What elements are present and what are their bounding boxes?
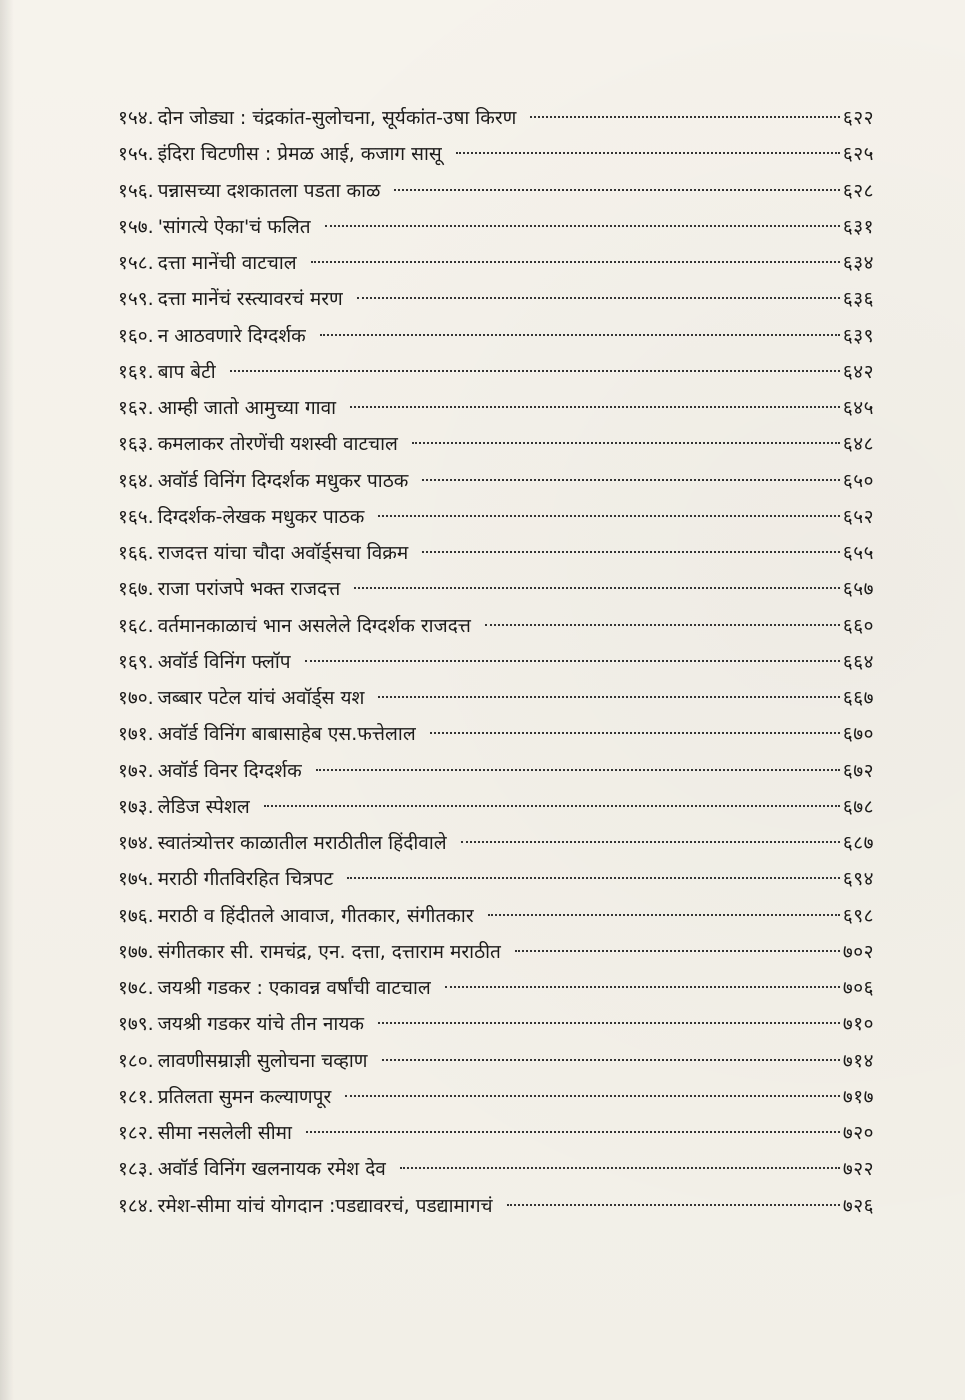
- entry-number: १८०.: [118, 1049, 154, 1072]
- entry-number: १७५.: [118, 868, 154, 891]
- entry-title: वर्तमानकाळाचं भान असलेले दिग्दर्शक राजदत्त: [157, 614, 471, 637]
- dot-leader: [382, 1059, 840, 1061]
- entry-page-number: ६४८: [842, 433, 874, 456]
- dot-leader: [354, 587, 840, 589]
- entry-number: १७२.: [118, 759, 154, 782]
- entry-title: दिग्दर्शक-लेखक मधुकर पाठक: [157, 505, 365, 528]
- entry-title: न आठवणारे दिग्दर्शक: [157, 324, 306, 347]
- entry-title: अवॉर्ड विनिंग खलनायक रमेश देव: [157, 1158, 386, 1181]
- entry-title: मराठी गीतविरहित चित्रपट: [157, 868, 334, 891]
- entry-number: १७९.: [118, 1013, 154, 1036]
- entry-number: १८१.: [118, 1085, 154, 1108]
- entry-title: दोन जोड्या : चंद्रकांत-सुलोचना, सूर्यकांत-उषा किरण: [157, 107, 517, 129]
- toc-entry: [118, 390, 874, 426]
- toc-entry: [118, 100, 874, 136]
- toc-entry: [118, 571, 874, 607]
- toc-entry: [118, 136, 874, 172]
- dot-leader: [306, 1131, 840, 1133]
- entry-page-number: ६५२: [842, 505, 874, 528]
- dot-leader: [320, 334, 840, 336]
- entry-page-number: ६६७: [842, 687, 874, 709]
- entry-title: जयश्री गडकर : एकावन्न वर्षांची वाटचाल: [157, 977, 431, 999]
- entry-number: १७६.: [118, 904, 154, 927]
- entry-title: सीमा नसलेली सीमा: [157, 1122, 292, 1144]
- dot-leader: [422, 551, 840, 553]
- toc-entry: [118, 463, 874, 499]
- toc-entry: [118, 1115, 874, 1151]
- dot-leader: [378, 1022, 840, 1024]
- dot-leader: [345, 1095, 840, 1097]
- toc-entry: [118, 644, 874, 680]
- entry-page-number: ६९८: [842, 904, 874, 927]
- toc-entry: [118, 535, 874, 571]
- dot-leader: [230, 370, 840, 372]
- entry-number: १८३.: [118, 1158, 154, 1181]
- entry-page-number: ६२५: [842, 143, 874, 166]
- entry-page-number: ७०२: [842, 940, 874, 963]
- entry-number: १६१.: [118, 360, 154, 383]
- entry-title: मराठी व हिंदीतले आवाज, गीतकार, संगीतकार: [157, 904, 474, 927]
- dot-leader: [488, 914, 840, 916]
- dot-leader: [445, 986, 840, 988]
- dot-leader: [347, 877, 840, 879]
- entry-number: १७७.: [118, 940, 154, 963]
- toc-entry: [118, 1006, 874, 1042]
- dot-leader: [422, 479, 839, 481]
- dot-leader: [515, 950, 840, 952]
- entry-title: रमेश-सीमा यांचं योगदान :पडद्यावरचं, पडद्यामागचं: [157, 1194, 493, 1217]
- toc-entry: [118, 898, 874, 934]
- toc-entry: [118, 499, 874, 535]
- entry-number: १६८.: [118, 614, 154, 637]
- entry-page-number: ६६०: [842, 614, 874, 637]
- entry-number: १८२.: [118, 1122, 154, 1144]
- entry-page-number: ७१४: [842, 1049, 874, 1072]
- entry-number: १५६.: [118, 179, 154, 202]
- entry-title: स्वातंत्र्योत्तर काळातील मराठीतील हिंदीवाले: [157, 832, 447, 854]
- toc-entry: [118, 1043, 874, 1079]
- toc-entry: [118, 1079, 874, 1115]
- dot-leader: [461, 841, 840, 843]
- dot-leader: [530, 116, 839, 118]
- entry-page-number: ६७०: [842, 723, 874, 746]
- dot-leader: [430, 732, 840, 734]
- entry-number: १५९.: [118, 288, 154, 311]
- dot-leader: [412, 442, 840, 444]
- entry-title: लावणीसम्राज्ञी सुलोचना चव्हाण: [157, 1049, 368, 1072]
- dot-leader: [400, 1167, 840, 1169]
- entry-number: १७०.: [118, 687, 154, 709]
- dot-leader: [394, 189, 839, 191]
- dot-leader: [325, 225, 840, 227]
- dot-leader: [378, 515, 840, 517]
- toc-entry: [118, 354, 874, 390]
- entry-number: १६२.: [118, 397, 154, 419]
- entry-title: प्रतिलता सुमन कल्याणपूर: [157, 1085, 332, 1108]
- dot-leader: [311, 261, 840, 263]
- entry-title: अवॉर्ड विनर दिग्दर्शक: [157, 759, 302, 782]
- toc-entry: [118, 861, 874, 897]
- entry-title: अवॉर्ड विनिंग फ्लॉप: [157, 650, 291, 673]
- entry-number: १८४.: [118, 1194, 154, 1217]
- table-of-contents: [118, 100, 874, 1224]
- dot-leader: [264, 805, 840, 807]
- entry-number: १७१.: [118, 723, 154, 746]
- entry-page-number: ६४५: [842, 397, 874, 419]
- entry-number: १५४.: [118, 107, 154, 129]
- toc-entry: [118, 825, 874, 861]
- entry-number: १६४.: [118, 469, 154, 492]
- entry-page-number: ६७८: [842, 795, 874, 818]
- entry-number: १५८.: [118, 252, 154, 274]
- entry-page-number: ६९४: [842, 868, 874, 891]
- entry-number: १५५.: [118, 143, 154, 166]
- dot-leader: [456, 152, 840, 154]
- entry-title: दत्ता मानेंचं रस्त्यावरचं मरण: [157, 288, 343, 311]
- entry-number: १६०.: [118, 324, 154, 347]
- dot-leader: [316, 769, 840, 771]
- entry-page-number: ७२६: [842, 1194, 874, 1217]
- toc-entry: [118, 209, 874, 245]
- toc-entry: [118, 970, 874, 1006]
- entry-page-number: ७२०: [842, 1122, 874, 1144]
- entry-page-number: ७१०: [842, 1013, 874, 1036]
- entry-page-number: ६५७: [842, 578, 874, 601]
- toc-entry: [118, 245, 874, 281]
- toc-entry: [118, 281, 874, 317]
- toc-entry: [118, 1151, 874, 1187]
- entry-title: जयश्री गडकर यांचे तीन नायक: [157, 1013, 364, 1036]
- dot-leader: [357, 297, 840, 299]
- entry-page-number: ६३९: [842, 324, 874, 347]
- dot-leader: [378, 696, 839, 698]
- entry-title: कमलाकर तोरणेंची यशस्वी वाटचाल: [157, 433, 398, 456]
- entry-page-number: ६४२: [842, 360, 874, 383]
- entry-title: दत्ता मानेंची वाटचाल: [157, 252, 297, 274]
- entry-title: पन्नासच्या दशकातला पडता काळ: [157, 179, 381, 202]
- page-binding-shadow: [0, 0, 14, 1400]
- entry-number: १६५.: [118, 505, 154, 528]
- dot-leader: [305, 660, 840, 662]
- toc-entry: [118, 753, 874, 789]
- toc-entry: [118, 934, 874, 970]
- entry-page-number: ६३६: [842, 288, 874, 311]
- entry-page-number: ६२८: [842, 179, 874, 202]
- dot-leader: [507, 1204, 840, 1206]
- entry-title: लेडिज स्पेशल: [157, 795, 250, 818]
- toc-entry: [118, 789, 874, 825]
- entry-page-number: ६८७: [842, 832, 874, 854]
- entry-title: जब्बार पटेल यांचं अवॉर्ड्स यश: [157, 687, 365, 709]
- entry-page-number: ६३४: [842, 252, 874, 274]
- entry-page-number: ६५५: [842, 542, 874, 564]
- entry-title: आम्ही जातो आमुच्या गावा: [157, 397, 337, 419]
- entry-page-number: ६६४: [842, 650, 874, 673]
- entry-number: १७८.: [118, 977, 154, 999]
- toc-entry: [118, 1188, 874, 1224]
- entry-number: १६७.: [118, 578, 154, 601]
- entry-title: संगीतकार सी. रामचंद्र, एन. दत्ता, दत्ताराम मराठीत: [157, 940, 501, 963]
- toc-entry: [118, 426, 874, 462]
- entry-page-number: ७२२: [842, 1158, 874, 1181]
- entry-page-number: ६७२: [842, 759, 874, 782]
- entry-title: इंदिरा चिटणीस : प्रेमळ आई, कजाग सासू: [157, 143, 442, 166]
- entry-page-number: ७०६: [842, 977, 874, 999]
- entry-number: १७४.: [118, 832, 154, 854]
- entry-title: अवॉर्ड विनिंग बाबासाहेब एस.फत्तेलाल: [157, 723, 416, 746]
- entry-number: १७३.: [118, 795, 154, 818]
- entry-page-number: ६३१: [842, 215, 874, 238]
- dot-leader: [485, 624, 840, 626]
- entry-number: १६९.: [118, 650, 154, 673]
- entry-number: १६६.: [118, 542, 154, 564]
- entry-title: 'सांगत्ये ऐका'चं फलित: [157, 215, 311, 238]
- dot-leader: [350, 406, 840, 408]
- entry-number: १६३.: [118, 433, 154, 456]
- toc-entry: [118, 173, 874, 209]
- toc-entry: [118, 318, 874, 354]
- entry-title: राजदत्त यांचा चौदा अवॉर्ड्सचा विक्रम: [157, 542, 409, 564]
- entry-page-number: ७१७: [842, 1085, 874, 1108]
- entry-title: बाप बेटी: [157, 360, 216, 383]
- toc-entry: [118, 608, 874, 644]
- entry-page-number: ६५०: [842, 469, 874, 492]
- entry-title: अवॉर्ड विनिंग दिग्दर्शक मधुकर पाठक: [157, 469, 409, 492]
- toc-entry: [118, 716, 874, 752]
- entry-title: राजा परांजपे भक्त राजदत्त: [157, 578, 341, 601]
- toc-entry: [118, 680, 874, 716]
- entry-number: १५७.: [118, 215, 154, 238]
- entry-page-number: ६२२: [842, 107, 874, 129]
